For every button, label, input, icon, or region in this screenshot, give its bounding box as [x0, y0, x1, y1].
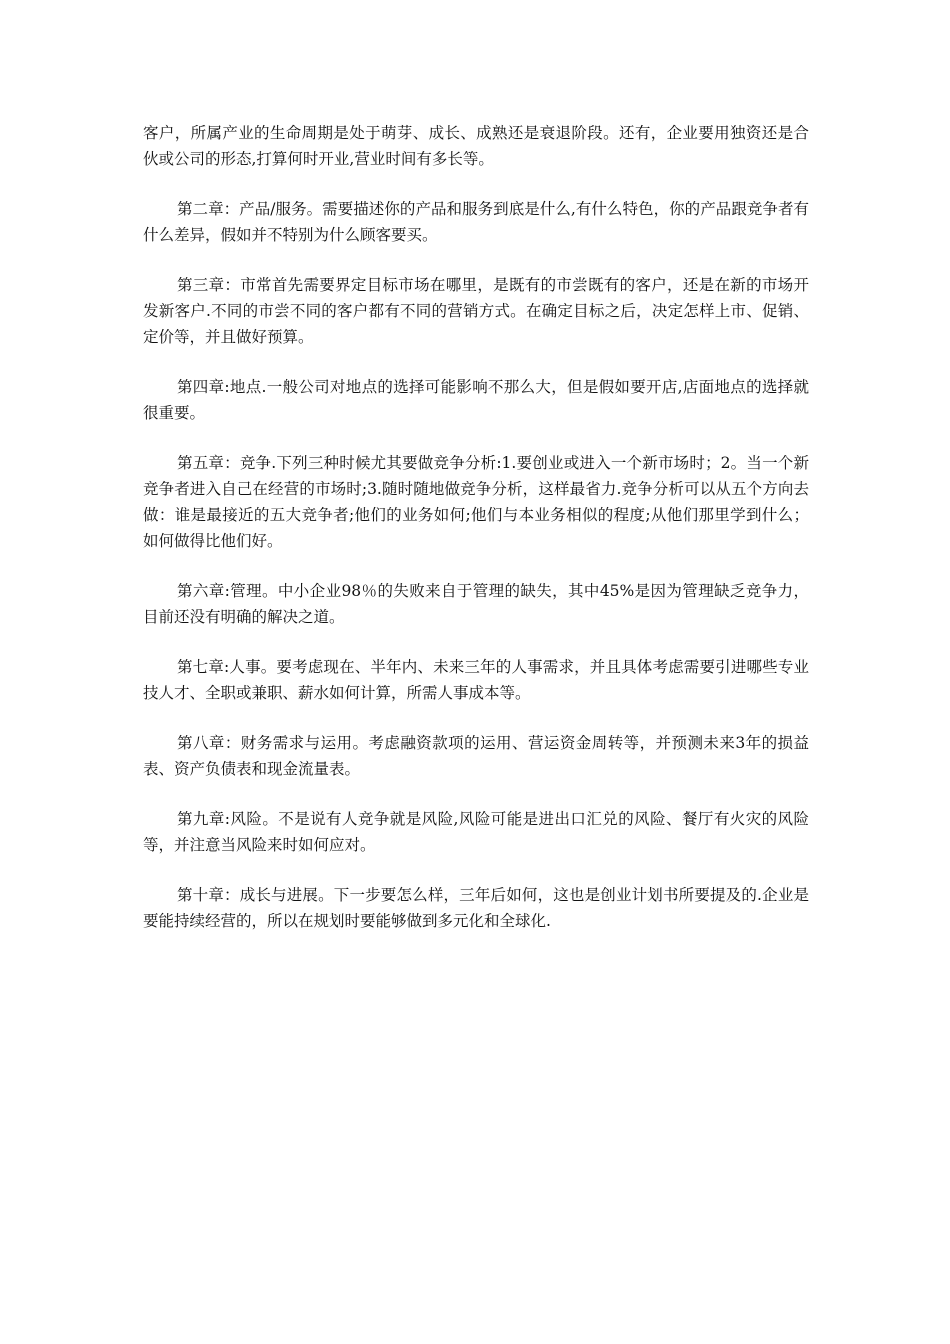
paragraph-chapter-8-finance: 第八章：财务需求与运用。考虑融资款项的运用、营运资金周转等，并预测未来3年的损益表、资产负债表和现金流量表。 — [143, 734, 809, 778]
paragraph-chapter-9-risk: 第九章:风险。不是说有人竞争就是风险,风险可能是进出口汇兑的风险、餐厅有火灾的风险等，并注意当风险来时如何应对。 — [143, 810, 809, 854]
paragraph-chapter-10-growth: 第十章：成长与进展。下一步要怎么样，三年后如何，这也是创业计划书所要提及的.企业是要能持续经营的，所以在规划时要能够做到多元化和全球化. — [143, 886, 809, 930]
paragraph-intro-continuation: 客户，所属产业的生命周期是处于萌芽、成长、成熟还是衰退阶段。还有，企业要用独资还是合伙或公司的形态,打算何时开业,营业时间有多长等。 — [143, 124, 809, 168]
paragraph-chapter-7-personnel: 第七章:人事。要考虑现在、半年内、未来三年的人事需求，并且具体考虑需要引进哪些专业技人才、全职或兼职、薪水如何计算，所需人事成本等。 — [143, 658, 809, 702]
paragraph-chapter-5-competition: 第五章：竞争.下列三种时候尤其要做竞争分析:1.要创业或进入一个新市场时；2。当一个新竞争者进入自己在经营的市场时;3.随时随地做竞争分析，这样最省力.竞争分析可以从五个方向去做：谁是最接近的五大竞争者;他们的业务如何;他们与本业务相似的程度;从他们那里学到什么；如何做得比他们好。 — [143, 454, 809, 550]
paragraph-chapter-3-market: 第三章：市常首先需要界定目标市场在哪里，是既有的市尝既有的客户，还是在新的市场开发新客户.不同的市尝不同的客户都有不同的营销方式。在确定目标之后，决定怎样上市、促销、定价等，并且做好预算。 — [143, 276, 809, 346]
paragraph-chapter-6-management: 第六章:管理。中小企业98％的失败来自于管理的缺失，其中45%是因为管理缺乏竞争力，目前还没有明确的解决之道。 — [143, 582, 809, 626]
document-page — [143, 120, 809, 958]
paragraph-chapter-4-location: 第四章:地点.一般公司对地点的选择可能影响不那么大，但是假如要开店,店面地点的选择就很重要。 — [143, 378, 809, 422]
paragraph-chapter-2-product: 第二章：产品/服务。需要描述你的产品和服务到底是什么,有什么特色，你的产品跟竞争者有什么差异，假如并不特别为什么顾客要买。 — [143, 200, 809, 244]
